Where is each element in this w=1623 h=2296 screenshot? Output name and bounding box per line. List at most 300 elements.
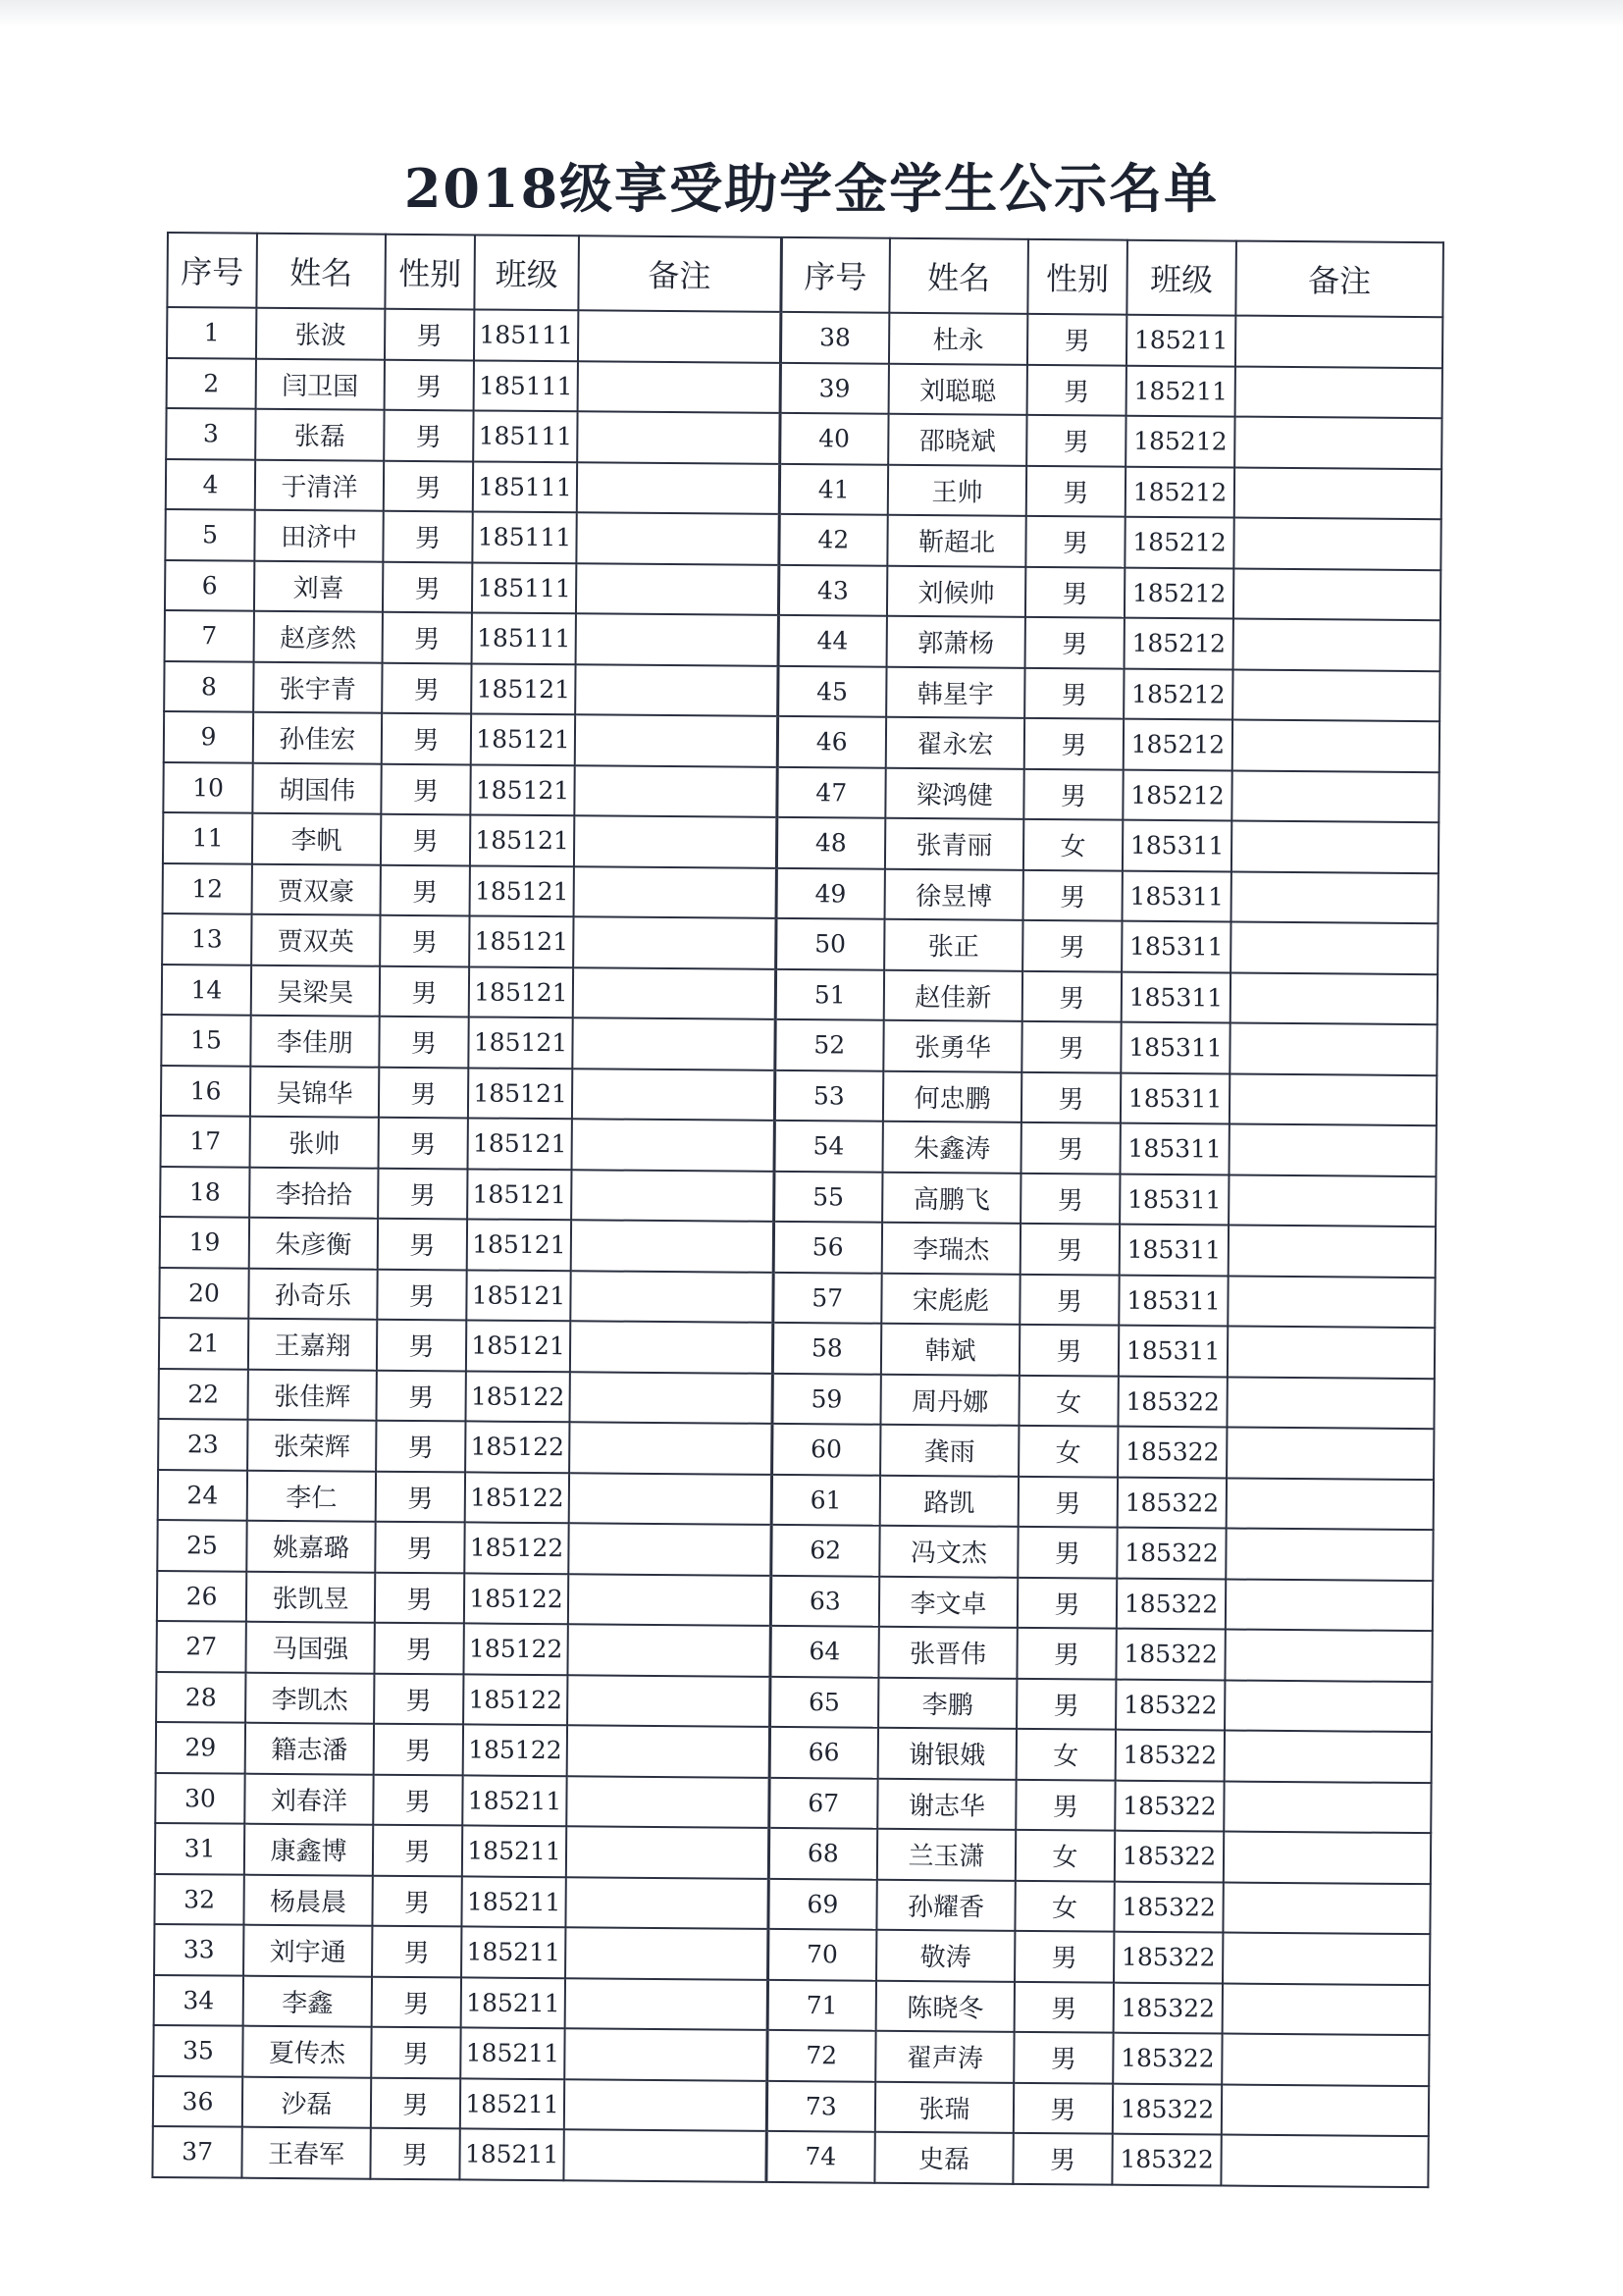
table-body xyxy=(152,307,1442,2187)
cell-class: 185111 xyxy=(473,461,577,512)
cell-gender: 男 xyxy=(1018,1527,1117,1578)
cell-gender: 男 xyxy=(1021,1021,1121,1072)
header-gender-right: 性别 xyxy=(1027,239,1127,315)
cell-name: 姚嘉璐 xyxy=(246,1521,375,1573)
cell-note xyxy=(1233,518,1440,570)
cell-class: 185121 xyxy=(470,814,574,865)
cell-gender: 男 xyxy=(1025,566,1125,617)
cell-gender: 男 xyxy=(381,814,470,865)
header-no-left: 序号 xyxy=(167,233,257,308)
cell-gender: 男 xyxy=(370,2128,459,2179)
cell-class: 185322 xyxy=(1115,1831,1224,1882)
cell-note xyxy=(1229,1174,1436,1226)
cell-note xyxy=(575,714,777,766)
cell-name: 何忠鹏 xyxy=(883,1070,1021,1122)
cell-no: 47 xyxy=(776,766,885,817)
cell-class: 185211 xyxy=(462,1825,566,1876)
cell-note xyxy=(572,1069,774,1121)
cell-class: 185211 xyxy=(460,2078,564,2129)
cell-class: 185121 xyxy=(467,1169,571,1220)
cell-note xyxy=(1225,1630,1432,1682)
student-roster-table xyxy=(151,232,1444,2188)
header-gender-left: 性别 xyxy=(385,235,475,310)
cell-gender: 男 xyxy=(379,1118,468,1169)
cell-no: 13 xyxy=(162,913,251,965)
cell-note xyxy=(571,1170,773,1222)
cell-note xyxy=(577,462,779,514)
cell-note xyxy=(1221,2135,1428,2187)
cell-no: 3 xyxy=(166,408,255,459)
cell-no: 57 xyxy=(772,1272,881,1323)
cell-class: 185322 xyxy=(1117,1578,1226,1629)
cell-no: 73 xyxy=(766,2080,875,2131)
cell-class: 185212 xyxy=(1124,719,1232,770)
cell-gender: 男 xyxy=(380,915,469,966)
cell-no: 46 xyxy=(777,716,886,767)
cell-name: 翟永宏 xyxy=(886,717,1024,769)
cell-no: 54 xyxy=(773,1121,882,1172)
cell-note xyxy=(567,1675,769,1727)
cell-no: 21 xyxy=(159,1318,248,1369)
cell-name: 张佳辉 xyxy=(247,1369,376,1421)
cell-class: 185211 xyxy=(461,1876,565,1927)
table-header-row xyxy=(167,233,1443,317)
cell-no: 39 xyxy=(780,362,889,413)
cell-gender: 男 xyxy=(383,511,472,562)
cell-gender: 女 xyxy=(1019,1375,1118,1426)
cell-class: 185322 xyxy=(1116,1629,1225,1680)
cell-class: 185211 xyxy=(460,2027,564,2078)
cell-class: 185121 xyxy=(470,865,574,916)
cell-gender: 男 xyxy=(383,561,472,612)
cell-name: 郭萧杨 xyxy=(887,616,1025,668)
cell-no: 48 xyxy=(776,817,885,868)
cell-name: 周丹娜 xyxy=(880,1374,1019,1426)
cell-name: 谢银娥 xyxy=(878,1728,1017,1780)
cell-note xyxy=(1231,770,1439,822)
cell-gender: 男 xyxy=(1021,1071,1121,1122)
cell-note xyxy=(1224,1781,1431,1833)
cell-name: 朱彦衡 xyxy=(249,1218,378,1270)
cell-note xyxy=(565,1877,767,1929)
cell-gender: 男 xyxy=(380,965,469,1017)
cell-class: 185311 xyxy=(1122,971,1230,1022)
cell-no: 29 xyxy=(156,1722,245,1773)
cell-no: 23 xyxy=(158,1419,247,1470)
cell-class: 185211 xyxy=(462,1775,566,1826)
cell-class: 185121 xyxy=(469,966,573,1018)
cell-gender: 男 xyxy=(372,1926,461,1977)
cell-note xyxy=(572,1018,774,1070)
cell-class: 185122 xyxy=(463,1674,567,1725)
cell-gender: 男 xyxy=(1021,1224,1120,1275)
cell-gender: 男 xyxy=(1021,1173,1120,1224)
cell-name: 贾双豪 xyxy=(252,863,381,915)
cell-class: 185122 xyxy=(464,1573,568,1624)
cell-no: 14 xyxy=(162,964,251,1015)
cell-name: 谢志华 xyxy=(877,1778,1016,1830)
cell-note xyxy=(1230,922,1438,974)
cell-name: 龚雨 xyxy=(880,1425,1019,1477)
cell-no: 7 xyxy=(165,610,254,661)
cell-gender: 男 xyxy=(1017,1678,1116,1729)
cell-no: 5 xyxy=(165,509,254,560)
cell-no: 32 xyxy=(154,1873,243,1924)
cell-gender: 男 xyxy=(379,1067,468,1118)
cell-name: 张瑞 xyxy=(875,2081,1014,2133)
cell-gender: 男 xyxy=(1022,920,1122,971)
cell-name: 刘候帅 xyxy=(887,565,1025,617)
cell-no: 51 xyxy=(775,968,884,1019)
cell-gender: 男 xyxy=(374,1724,463,1775)
cell-gender: 男 xyxy=(1027,364,1126,415)
cell-class: 185121 xyxy=(469,915,573,966)
cell-note xyxy=(569,1372,771,1424)
cell-note xyxy=(1230,972,1438,1024)
cell-class: 185311 xyxy=(1119,1275,1228,1326)
cell-no: 11 xyxy=(163,812,252,863)
cell-note xyxy=(1231,871,1439,923)
header-name-left: 姓名 xyxy=(256,234,386,309)
cell-class: 185122 xyxy=(465,1472,569,1523)
cell-gender: 男 xyxy=(1027,314,1126,365)
cell-no: 30 xyxy=(155,1772,244,1823)
cell-note xyxy=(577,411,779,463)
cell-no: 2 xyxy=(167,358,256,409)
cell-gender: 女 xyxy=(1023,819,1123,870)
cell-gender: 男 xyxy=(378,1219,467,1270)
cell-no: 10 xyxy=(163,761,252,812)
cell-gender: 男 xyxy=(1022,970,1122,1021)
cell-note xyxy=(578,361,780,413)
cell-no: 25 xyxy=(157,1520,246,1571)
cell-note xyxy=(1235,366,1442,418)
cell-note xyxy=(1234,467,1441,519)
cell-gender: 男 xyxy=(381,763,470,814)
cell-note xyxy=(574,866,776,918)
cell-name: 朱鑫涛 xyxy=(882,1122,1021,1174)
cell-no: 41 xyxy=(779,463,888,514)
cell-no: 42 xyxy=(778,514,887,565)
cell-note xyxy=(571,1220,773,1272)
cell-no: 17 xyxy=(161,1116,250,1167)
cell-note xyxy=(1225,1680,1432,1732)
cell-no: 31 xyxy=(155,1823,244,1874)
cell-gender: 男 xyxy=(383,612,472,663)
cell-note xyxy=(1230,1073,1437,1125)
cell-class: 185122 xyxy=(463,1623,567,1674)
cell-gender: 男 xyxy=(1017,1628,1116,1679)
cell-class: 185211 xyxy=(1126,315,1235,366)
cell-note xyxy=(574,815,776,867)
cell-note xyxy=(1230,1023,1437,1075)
header-class-left: 班级 xyxy=(474,235,579,310)
cell-gender: 男 xyxy=(1014,2032,1113,2083)
cell-class: 185322 xyxy=(1116,1730,1225,1781)
cell-note xyxy=(567,1624,769,1676)
table-row xyxy=(152,2126,1428,2187)
cell-note xyxy=(1229,1124,1436,1176)
cell-name: 韩星宇 xyxy=(886,666,1024,718)
cell-note xyxy=(1233,568,1440,620)
cell-no: 61 xyxy=(771,1474,880,1525)
cell-name: 张宇青 xyxy=(253,661,382,713)
cell-no: 12 xyxy=(163,862,252,913)
cell-note xyxy=(565,1978,767,2030)
cell-no: 18 xyxy=(160,1166,249,1217)
cell-no: 59 xyxy=(771,1373,880,1424)
cell-class: 185211 xyxy=(461,1926,565,1977)
cell-name: 陈晓冬 xyxy=(876,1980,1015,2032)
cell-gender: 男 xyxy=(1024,718,1124,769)
cell-name: 王春军 xyxy=(241,2127,370,2179)
cell-class: 185322 xyxy=(1113,2083,1222,2134)
cell-class: 185322 xyxy=(1114,1982,1223,2033)
cell-class: 185311 xyxy=(1123,820,1231,871)
cell-name: 李仁 xyxy=(247,1470,376,1522)
cell-gender: 男 xyxy=(376,1370,465,1421)
cell-note xyxy=(1223,1933,1430,1985)
cell-name: 张青丽 xyxy=(885,818,1023,870)
cell-class: 185111 xyxy=(474,360,578,411)
cell-class: 185212 xyxy=(1126,416,1234,467)
cell-name: 李佳朋 xyxy=(250,1016,379,1068)
cell-gender: 女 xyxy=(1019,1426,1118,1477)
cell-no: 33 xyxy=(154,1924,243,1975)
cell-gender: 男 xyxy=(377,1269,466,1320)
cell-gender: 男 xyxy=(385,359,474,410)
cell-name: 兰玉潇 xyxy=(877,1829,1016,1881)
cell-name: 刘春洋 xyxy=(244,1773,373,1825)
cell-gender: 男 xyxy=(1015,1981,1114,2032)
cell-note xyxy=(1223,1882,1430,1934)
cell-name: 贾双英 xyxy=(251,914,380,966)
cell-gender: 男 xyxy=(1019,1476,1118,1527)
cell-name: 李文卓 xyxy=(879,1576,1018,1628)
cell-no: 9 xyxy=(164,711,253,762)
cell-note xyxy=(563,2129,765,2181)
cell-note xyxy=(1234,417,1441,469)
cell-class: 185212 xyxy=(1123,769,1231,820)
cell-gender: 男 xyxy=(1023,869,1123,920)
cell-note xyxy=(1232,720,1440,772)
header-no-right: 序号 xyxy=(780,237,890,313)
cell-no: 22 xyxy=(158,1368,247,1419)
cell-name: 闫卫国 xyxy=(256,358,385,410)
cell-class: 185311 xyxy=(1122,921,1230,972)
cell-no: 49 xyxy=(776,867,885,918)
cell-no: 66 xyxy=(769,1727,878,1778)
cell-no: 70 xyxy=(767,1929,876,1980)
cell-class: 185111 xyxy=(472,562,576,613)
cell-name: 李鑫 xyxy=(243,1975,372,2027)
cell-no: 65 xyxy=(769,1676,878,1727)
cell-gender: 男 xyxy=(1026,415,1126,466)
cell-no: 52 xyxy=(774,1019,883,1070)
cell-name: 夏传杰 xyxy=(242,2026,371,2078)
cell-no: 38 xyxy=(780,312,889,363)
cell-class: 185311 xyxy=(1120,1225,1229,1276)
cell-name: 韩斌 xyxy=(881,1324,1020,1376)
cell-class: 185121 xyxy=(467,1219,571,1270)
cell-gender: 男 xyxy=(378,1168,467,1219)
cell-no: 68 xyxy=(768,1828,877,1879)
cell-name: 张正 xyxy=(884,919,1022,971)
cell-gender: 男 xyxy=(373,1774,462,1825)
cell-note xyxy=(574,765,776,817)
header-note-left: 备注 xyxy=(578,235,781,312)
cell-name: 敬涛 xyxy=(876,1930,1015,1982)
cell-class: 185322 xyxy=(1115,1780,1224,1831)
cell-no: 35 xyxy=(153,2025,242,2076)
cell-class: 185121 xyxy=(471,713,575,764)
cell-no: 40 xyxy=(779,413,888,464)
cell-no: 60 xyxy=(771,1424,880,1475)
cell-gender: 男 xyxy=(372,1976,461,2027)
cell-class: 185311 xyxy=(1123,870,1231,921)
cell-no: 34 xyxy=(154,1974,243,2025)
cell-note xyxy=(1232,669,1440,721)
cell-name: 赵彦然 xyxy=(254,611,383,663)
cell-name: 孙奇乐 xyxy=(248,1268,377,1320)
cell-note xyxy=(576,563,778,615)
cell-name: 刘喜 xyxy=(254,560,383,612)
cell-name: 吴梁昊 xyxy=(251,965,380,1017)
cell-note xyxy=(564,2028,766,2080)
cell-no: 55 xyxy=(773,1171,882,1222)
cell-gender: 男 xyxy=(1020,1274,1119,1325)
cell-class: 185122 xyxy=(465,1421,569,1472)
cell-class: 185322 xyxy=(1114,1881,1223,1932)
header-class-right: 班级 xyxy=(1126,240,1236,316)
cell-no: 15 xyxy=(161,1015,250,1066)
cell-no: 36 xyxy=(153,2075,242,2126)
cell-gender: 男 xyxy=(379,1017,468,1068)
scan-edge xyxy=(0,0,1623,27)
cell-no: 8 xyxy=(164,660,253,711)
cell-no: 19 xyxy=(160,1217,249,1268)
cell-no: 56 xyxy=(773,1222,882,1273)
cell-no: 28 xyxy=(156,1671,245,1722)
cell-note xyxy=(573,916,775,968)
cell-note xyxy=(566,1776,768,1828)
cell-gender: 男 xyxy=(375,1522,464,1573)
cell-note xyxy=(570,1321,772,1373)
cell-name: 王帅 xyxy=(888,464,1026,516)
cell-class: 185311 xyxy=(1119,1326,1228,1377)
cell-note xyxy=(573,967,775,1019)
cell-note xyxy=(567,1725,769,1777)
cell-name: 史磊 xyxy=(874,2132,1013,2184)
header-note-right: 备注 xyxy=(1235,241,1443,318)
cell-class: 185211 xyxy=(1126,365,1235,416)
cell-class: 185212 xyxy=(1125,517,1233,568)
cell-gender: 男 xyxy=(373,1825,462,1876)
cell-note xyxy=(1227,1428,1434,1480)
cell-gender: 男 xyxy=(382,713,471,764)
cell-name: 王嘉翔 xyxy=(248,1319,377,1371)
cell-note xyxy=(568,1523,770,1575)
cell-name: 孙耀香 xyxy=(876,1879,1015,1931)
cell-note xyxy=(570,1271,772,1323)
cell-gender: 男 xyxy=(376,1421,465,1472)
page-title: 2018级享受助学金学生公示名单 xyxy=(403,157,1220,220)
cell-note xyxy=(1231,821,1439,873)
cell-name: 孙佳宏 xyxy=(253,712,382,764)
cell-gender: 男 xyxy=(371,2027,460,2078)
cell-name: 邵晓斌 xyxy=(888,414,1026,466)
cell-name: 李鹏 xyxy=(878,1677,1017,1729)
cell-no: 64 xyxy=(769,1626,878,1677)
cell-gender: 男 xyxy=(382,662,471,713)
cell-note xyxy=(1228,1276,1435,1328)
cell-gender: 男 xyxy=(385,309,474,360)
cell-gender: 女 xyxy=(1015,1880,1114,1931)
cell-gender: 男 xyxy=(1021,1122,1120,1174)
cell-class: 185211 xyxy=(461,1977,565,2028)
cell-class: 185122 xyxy=(463,1724,567,1775)
cell-class: 185322 xyxy=(1114,1932,1223,1983)
cell-no: 58 xyxy=(772,1323,881,1374)
cell-note xyxy=(578,310,780,362)
cell-name: 杨晨晨 xyxy=(243,1874,372,1926)
cell-no: 50 xyxy=(775,918,884,969)
cell-no: 44 xyxy=(778,615,887,666)
cell-name: 刘宇通 xyxy=(243,1925,372,1977)
cell-note xyxy=(1223,1983,1430,2035)
cell-class: 185311 xyxy=(1121,1072,1230,1123)
cell-note xyxy=(1227,1478,1434,1530)
cell-class: 185212 xyxy=(1126,466,1234,517)
cell-no: 69 xyxy=(767,1878,876,1929)
cell-no: 63 xyxy=(770,1575,879,1626)
cell-note xyxy=(1222,2084,1429,2136)
cell-name: 沙磊 xyxy=(242,2076,371,2128)
cell-no: 62 xyxy=(770,1525,879,1576)
cell-name: 张勇华 xyxy=(883,1020,1021,1072)
cell-class: 185322 xyxy=(1117,1528,1226,1579)
cell-class: 185122 xyxy=(465,1371,569,1422)
cell-gender: 男 xyxy=(1013,2133,1112,2184)
cell-name: 吴锦华 xyxy=(250,1066,379,1118)
cell-note xyxy=(1226,1529,1433,1581)
cell-name: 赵佳新 xyxy=(884,969,1022,1021)
cell-name: 高鹏飞 xyxy=(882,1172,1021,1224)
cell-name: 籍志潘 xyxy=(245,1723,374,1775)
cell-no: 20 xyxy=(159,1267,248,1318)
cell-name: 张晋伟 xyxy=(878,1627,1017,1679)
cell-gender: 男 xyxy=(1026,465,1126,516)
cell-gender: 男 xyxy=(1025,516,1125,567)
cell-gender: 男 xyxy=(376,1471,465,1522)
cell-note xyxy=(1226,1579,1433,1631)
cell-note xyxy=(1227,1377,1434,1429)
cell-gender: 男 xyxy=(1018,1577,1117,1628)
cell-no: 27 xyxy=(156,1621,245,1672)
cell-name: 杜永 xyxy=(889,313,1027,365)
cell-class: 185111 xyxy=(472,612,576,663)
cell-class: 185311 xyxy=(1120,1174,1229,1225)
cell-no: 74 xyxy=(765,2131,874,2182)
cell-class: 185111 xyxy=(473,410,577,461)
cell-class: 185322 xyxy=(1116,1679,1225,1730)
cell-class: 185111 xyxy=(474,309,578,360)
cell-no: 4 xyxy=(166,459,255,510)
cell-note xyxy=(568,1574,770,1626)
cell-note xyxy=(1229,1226,1436,1278)
cell-gender: 男 xyxy=(1015,1931,1114,1982)
cell-class: 185322 xyxy=(1113,2033,1222,2084)
